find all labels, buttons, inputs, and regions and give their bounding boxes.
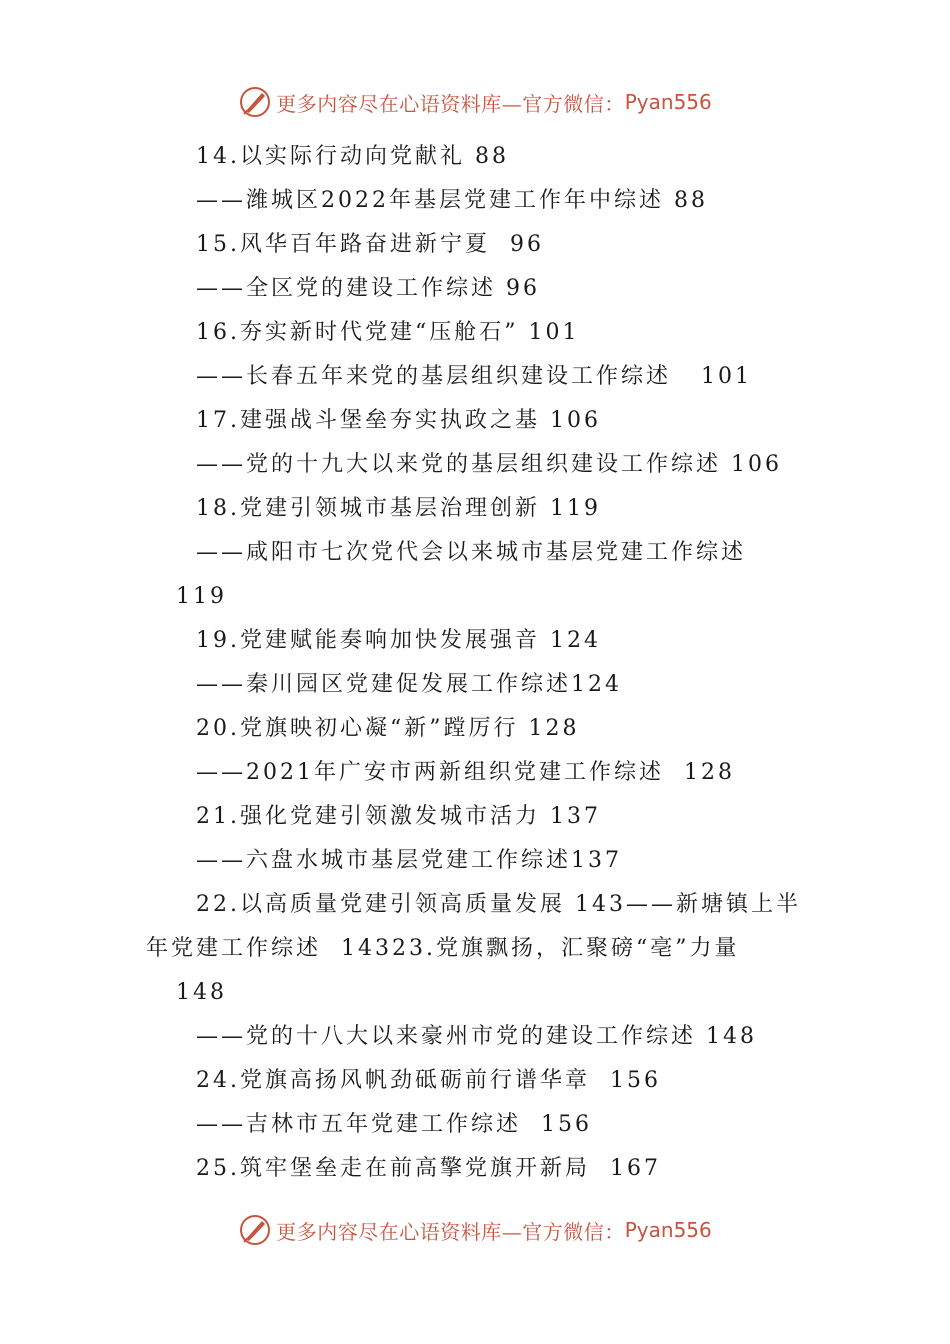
toc-line: ——2021年广安市两新组织党建工作综述 128 xyxy=(196,760,735,785)
toc-line: ——吉林市五年党建工作综述 156 xyxy=(196,1112,592,1137)
toc-line: ——六盘水城市基层党建工作综述137 xyxy=(196,848,622,873)
toc-line: 16.夯实新时代党建“压舱石” 101 xyxy=(196,320,580,345)
quill-logo-icon xyxy=(238,1213,272,1247)
header-banner xyxy=(0,82,950,122)
toc-line: ——全区党的建设工作综述 96 xyxy=(196,276,540,301)
toc-line: ——咸阳市七次党代会以来城市基层党建工作综述 xyxy=(196,540,747,565)
quill-logo-icon xyxy=(238,85,272,119)
toc-line: 18.党建引领城市基层治理创新 119 xyxy=(196,496,601,521)
toc-line: 15.风华百年路奋进新宁夏 96 xyxy=(196,232,544,257)
banner-wechat-id: Pyan556 xyxy=(624,90,712,114)
toc-line: ——长春五年来党的基层组织建设工作综述 101 xyxy=(196,364,752,389)
toc-line: ——党的十九大以来党的基层组织建设工作综述 106 xyxy=(196,452,782,477)
footer-banner xyxy=(0,1210,950,1250)
toc-line: 20.党旗映初心凝“新”蹚厉行 128 xyxy=(196,716,580,741)
toc-line: 21.强化党建引领激发城市活力 137 xyxy=(196,804,601,829)
toc-line: ——党的十八大以来豪州市党的建设工作综述 148 xyxy=(196,1024,757,1049)
toc-line: ——潍城区2022年基层党建工作年中综述 88 xyxy=(196,188,708,213)
toc-line: 14.以实际行动向党献礼 88 xyxy=(196,144,509,169)
toc-line: 22.以高质量党建引领高质量发展 143——新塘镇上半 xyxy=(196,892,801,917)
toc-line: 19.党建赋能奏响加快发展强音 124 xyxy=(196,628,601,653)
toc-line: 119 xyxy=(176,584,227,609)
banner-wechat-id: Pyan556 xyxy=(624,1218,712,1242)
toc-line: 148 xyxy=(176,980,227,1005)
banner-text: 更多内容尽在心语资料库—官方微信： xyxy=(276,91,625,116)
toc-line: 25.筑牢堡垒走在前高擎党旗开新局 167 xyxy=(196,1156,661,1181)
toc-line: 年党建工作综述 14323.党旗飘扬，汇聚磅“亳”力量 xyxy=(146,936,740,961)
banner-text: 更多内容尽在心语资料库—官方微信： xyxy=(276,1219,625,1244)
toc-line: ——秦川园区党建促发展工作综述124 xyxy=(196,672,622,697)
toc-line: 24.党旗高扬风帆劲砥砺前行谱华章 156 xyxy=(196,1068,661,1093)
toc-line: 17.建强战斗堡垒夯实执政之基 106 xyxy=(196,408,601,433)
